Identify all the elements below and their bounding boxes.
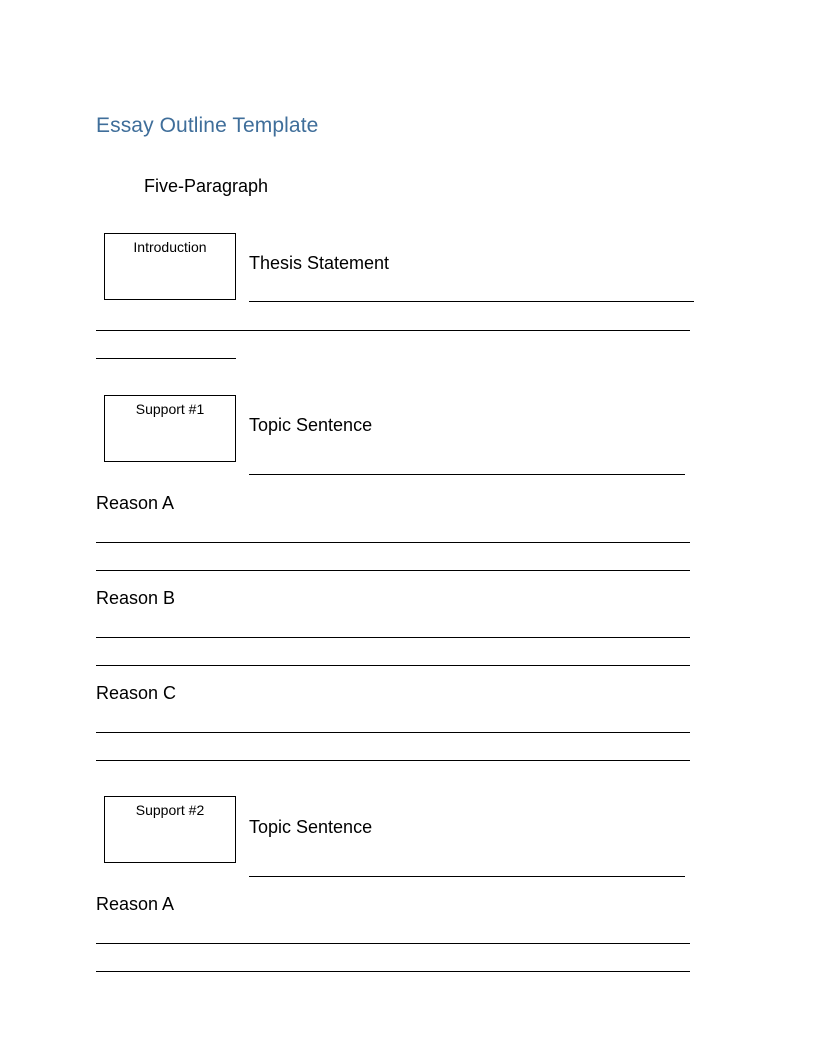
support-2-reason-a-label: Reason A: [96, 894, 175, 914]
document-title: Essay Outline Template: [96, 114, 319, 137]
support-1-reason-c-label: Reason C: [96, 683, 177, 703]
support-1-reason-c-line-1: [96, 732, 690, 733]
support-1-reason-a-line-2: [96, 570, 690, 571]
support-1-box-label: Support #1: [135, 401, 205, 417]
support-1-reason-b-line-1: [96, 637, 690, 638]
support-1-topic-line: [249, 474, 685, 475]
thesis-answer-line-1: [249, 301, 694, 302]
introduction-box: [104, 233, 236, 300]
support-1-topic-heading: Topic Sentence: [249, 415, 373, 435]
introduction-box-label: Introduction: [133, 239, 207, 255]
support-2-topic-line: [249, 876, 685, 877]
thesis-answer-line-2: [96, 330, 690, 331]
support-2-box-label: Support #2: [135, 802, 205, 818]
support-2-reason-a-line-2: [96, 971, 690, 972]
support-1-reason-c-line-2: [96, 760, 690, 761]
thesis-answer-line-3: [96, 358, 236, 359]
support-1-reason-b-label: Reason B: [96, 588, 176, 608]
support-1-reason-a-label: Reason A: [96, 493, 175, 513]
support-2-box: [104, 796, 236, 863]
support-2-reason-a-line-1: [96, 943, 690, 944]
support-1-reason-a-line-1: [96, 542, 690, 543]
thesis-statement-heading: Thesis Statement: [249, 253, 390, 273]
support-2-topic-heading: Topic Sentence: [249, 817, 373, 837]
support-1-reason-b-line-2: [96, 665, 690, 666]
document-subtitle: Five-Paragraph: [144, 176, 269, 196]
support-1-box: [104, 395, 236, 462]
